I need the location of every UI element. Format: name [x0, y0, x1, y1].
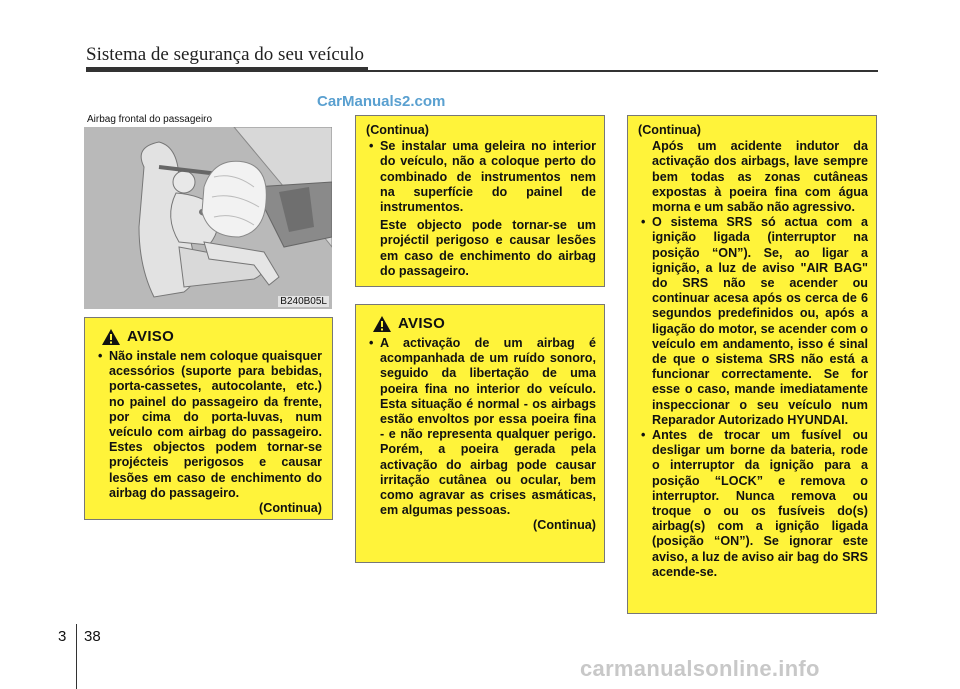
- warning-list: [366, 139, 596, 215]
- warning-title: AVISO: [398, 315, 446, 333]
- header-rule-thick: [86, 67, 368, 72]
- warning-box-deployment-dust: [355, 304, 605, 563]
- warning-list: [366, 336, 596, 518]
- list-item: • A activação de um airbag é acompanhada de um ruído sonoro, seguido da libertação de uma poeira fina no interior do veículo. Esta situação é normal - os airbags estão envoltos por essa poeira fina - e não representa qualquer perigo. Porém, a poeira gerada pela activação do airbag pode causar irritação cutânea ou ocular, bem como agravar as crises asmáticas, em algumas pessoas.: [366, 336, 596, 518]
- list-item: • Não instale nem coloque quaisquer acessórios (suporte para bebidas, porta-cassetes, autocolante, etc.) no painel do passageiro da frente, por cima do porta-luvas, num veículo com airbag do passageiro. Estes objectos podem tornar-se projécteis perigosos e causar lesões em caso de enchimento do airbag do passageiro.: [95, 349, 322, 501]
- warning-header: [372, 315, 596, 333]
- bottom-watermark: carmanualsonline.info: [580, 656, 820, 681]
- top-watermark-link[interactable]: CarManuals2.com: [317, 93, 446, 110]
- page-header-title: Sistema de segurança do seu veículo: [86, 44, 365, 65]
- footer-divider: [76, 624, 77, 689]
- list-item: • Se instalar uma geleira no interior do veículo, não a coloque perto do combinado de instrumentos nem na superfície do painel de instrumentos.: [366, 139, 596, 215]
- continued-label: (Continua): [533, 518, 596, 533]
- airbag-illustration-drawing: [84, 127, 332, 309]
- list-item-subparagraph: Este objecto pode tornar-se um projéctil perigoso e causar lesões em caso de enchimento do airbag do passageiro.: [380, 218, 596, 278]
- warning-title: AVISO: [127, 328, 175, 346]
- warning-header: [101, 328, 322, 346]
- page-number: 38: [84, 628, 101, 645]
- chapter-number: 3: [58, 628, 67, 645]
- continued-label: (Continua): [259, 501, 322, 516]
- warning-box-accessories: [84, 317, 333, 520]
- continued-label: (Continua): [638, 123, 701, 137]
- figure-code: B240B05L: [280, 296, 327, 307]
- header-rule-thin: [368, 70, 878, 72]
- continued-label: (Continua): [366, 123, 429, 137]
- airbag-illustration: [84, 127, 332, 309]
- figure-caption: Airbag frontal do passageiro: [87, 114, 213, 125]
- warning-box-srs: [627, 115, 877, 614]
- warning-list: [95, 349, 322, 501]
- warning-triangle-icon: [372, 315, 392, 333]
- warning-box-cooler: [355, 115, 605, 287]
- continued-paragraph: Após um acidente indutor da activação dos airbags, lave sempre bem todas as zonas cutâneas expostas à poeira fina com água morna e um sabão não agressivo.: [652, 139, 868, 215]
- warning-list: [638, 215, 868, 580]
- warning-triangle-icon: [101, 328, 121, 346]
- list-item: • O sistema SRS só actua com a ignição ligada (interruptor na posição “ON”). Se, ao ligar a ignição, a luz de aviso "AIR BAG" do SRS não se acender ou continuar acesa após os cerca de 6 segundos predefinidos ou, após a ligação do motor, se acender com o veículo em andamento, isso é sinal de que o sistema SRS não está a funcionar correctamente. Se for esse o caso, mande imediatamente inspeccionar o seu veículo num Reparador Autorizado HYUNDAI.: [638, 215, 868, 428]
- list-item: • Antes de trocar um fusível ou desligar um borne da bateria, rode o interruptor da ignição para a posição “LOCK” e remova o interruptor. Nunca remova ou troque o ou os fusíveis do(s) airbag(s) com a ignição ligada (posição “ON”). Se ignorar este aviso, a luz de aviso air bag do SRS acende-se.: [638, 428, 868, 580]
